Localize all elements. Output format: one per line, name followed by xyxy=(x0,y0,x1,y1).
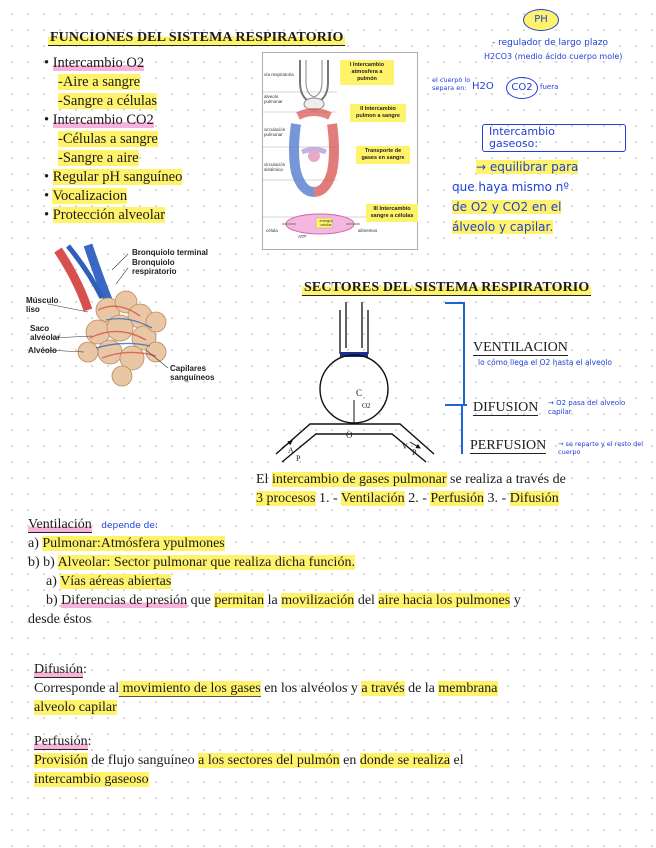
label-bronchiole-respiratory: Bronquiolo respiratorio xyxy=(132,258,177,276)
list-item: • Intercambio O2 xyxy=(44,55,145,71)
ventilation-heading-row xyxy=(28,515,638,534)
sectors-figure xyxy=(262,296,472,466)
stage-1-label: I Intercambio atmosfera a pulmón xyxy=(340,60,394,85)
bracket-perfusion-stem xyxy=(461,404,463,454)
bracket-diffusion xyxy=(445,404,467,406)
ventilation-b-a: a) Vías aéreas abiertas xyxy=(46,574,172,589)
sector-ventilation-label: VENTILACION xyxy=(473,340,568,355)
letter-o: O xyxy=(346,430,353,440)
exchange-line: → equilibrar para xyxy=(476,160,579,174)
stage-3-label: III Intercambio sangre a células xyxy=(366,204,418,222)
label-capillaries: Capilares sanguíneos xyxy=(170,364,215,382)
letter-p-left: P xyxy=(296,454,301,463)
list-item: • Intercambio CO2 xyxy=(44,112,154,128)
alveoli-illustration xyxy=(28,240,228,400)
ventilation-b: b) b) Alveolar: Sector pulmonar que realiza dicha función. xyxy=(28,555,355,570)
label-alveolo: alveolo pulmonar xyxy=(264,94,283,104)
ph-note-line2: H2CO3 (medio ácido cuerpo mole) xyxy=(484,52,623,61)
ventilation-b-b: b) Diferencias de presión que permitan la movilización del aire hacia los pulmones y xyxy=(46,593,521,608)
sectors-title: SECTORES DEL SISTEMA RESPIRATORIO xyxy=(304,280,590,295)
sector-diffusion-label: DIFUSION xyxy=(473,400,539,415)
diffusion-heading-row: Difusión: xyxy=(34,662,87,677)
ph-note-line1: - regulador de largo plazo xyxy=(492,38,609,48)
sector-ventilation-note: lo cómo llega el O2 hasta el alveolo xyxy=(478,358,612,367)
ph-fuera: fuera xyxy=(540,83,559,91)
exchange-line: de O2 y CO2 en el xyxy=(452,200,562,214)
ventilation-heading: Ventilación xyxy=(28,517,92,532)
letter-c: C xyxy=(356,388,363,398)
perfusion-body: Provisión de flujo sanguíneo a los sectores del pulmón en donde se realiza el xyxy=(34,753,464,768)
diffusion-body-cont: alveolo capilar xyxy=(34,700,117,715)
bracket-ventilation xyxy=(445,302,465,406)
sector-diffusion-note: → O2 pasa del alveolo capilar xyxy=(548,399,626,416)
functions-list xyxy=(44,54,264,225)
stage-2-label: II Intercambio pulmon a sangre xyxy=(350,104,406,122)
list-item: • Regular pH sanguíneo xyxy=(44,169,183,185)
label-pulmonary-circulation: circulación pulmonar xyxy=(264,127,286,137)
sector-perfusion-note: → se reparte y el resto del cuerpo xyxy=(558,440,644,456)
ph-h2o: H2O xyxy=(472,81,494,92)
label-cell: célula xyxy=(266,228,278,233)
list-item: -Sangre a aire xyxy=(58,150,139,166)
diffusion-heading: Difusión xyxy=(34,662,83,677)
label-smooth-muscle: Músculo liso xyxy=(26,296,59,314)
ph-co2-circle: CO2 xyxy=(506,77,538,99)
letter-o2: O2 xyxy=(362,402,371,410)
perfusion-heading-row: Perfusión: xyxy=(34,734,92,749)
sector-perfusion-label: PERFUSION xyxy=(470,438,547,453)
sectors-diagram xyxy=(262,296,472,466)
list-item: -Aire a sangre xyxy=(58,74,141,90)
label-airway: vía respiratoria xyxy=(264,72,294,77)
list-item: • Protección alveolar xyxy=(44,207,166,223)
letter-p-right: P xyxy=(412,448,417,457)
label-food: alimentos xyxy=(358,228,378,233)
exchange-note-body xyxy=(452,157,642,237)
ventilation-b-b-cont: desde éstos xyxy=(28,612,92,627)
label-bronchiole-terminal: Bronquiolo terminal xyxy=(132,248,208,257)
stage-transport-label: Transporte de gases en sangre xyxy=(356,146,410,164)
functions-title: FUNCIONES DEL SISTEMA RESPIRATORIO xyxy=(50,30,344,45)
summary-paragraph: El intercambio de gases pulmonar se realiza a través de 3 procesos 1. - Ventilación 2. - Perfusión 3. - Difusión xyxy=(256,472,566,506)
perfusion-section xyxy=(34,732,644,789)
label-energy: energía celular xyxy=(319,219,333,227)
ph-badge: PH xyxy=(523,9,559,31)
exchange-note-box xyxy=(482,124,626,152)
list-item: -Células a sangre xyxy=(58,131,158,147)
diffusion-section xyxy=(34,660,644,717)
respiration-stages-diagram xyxy=(262,52,418,250)
ph-note-line3: el cuerpo lo separa en: xyxy=(432,76,471,92)
ventilation-section xyxy=(28,515,638,629)
label-atp: ATP xyxy=(298,234,307,239)
diffusion-body: Corresponde al movimiento de los gases en los alvéolos y a través de la membrana xyxy=(34,681,498,696)
exchange-line: que haya mismo nº xyxy=(452,180,570,194)
label-alveolar-sac: Saco alveolar xyxy=(30,324,61,342)
perfusion-body-cont: intercambio gaseoso xyxy=(34,772,149,787)
exchange-line: álveolo y capilar. xyxy=(452,220,554,234)
exchange-note-title: Intercambio gaseoso: xyxy=(489,125,555,150)
list-item: -Sangre a células xyxy=(58,93,158,109)
letter-a: A xyxy=(288,446,294,455)
list-item: • Vocalizacion xyxy=(44,188,128,204)
label-alveolus: Alvéolo xyxy=(28,346,57,355)
label-systemic-circulation: circulación sistémica xyxy=(264,162,286,172)
ventilation-a: a) Pulmonar:Atmósfera ypulmones xyxy=(28,536,225,551)
perfusion-heading: Perfusión xyxy=(34,734,88,749)
ventilation-handnote: depende de: xyxy=(101,521,158,531)
letter-v: V xyxy=(402,442,408,451)
